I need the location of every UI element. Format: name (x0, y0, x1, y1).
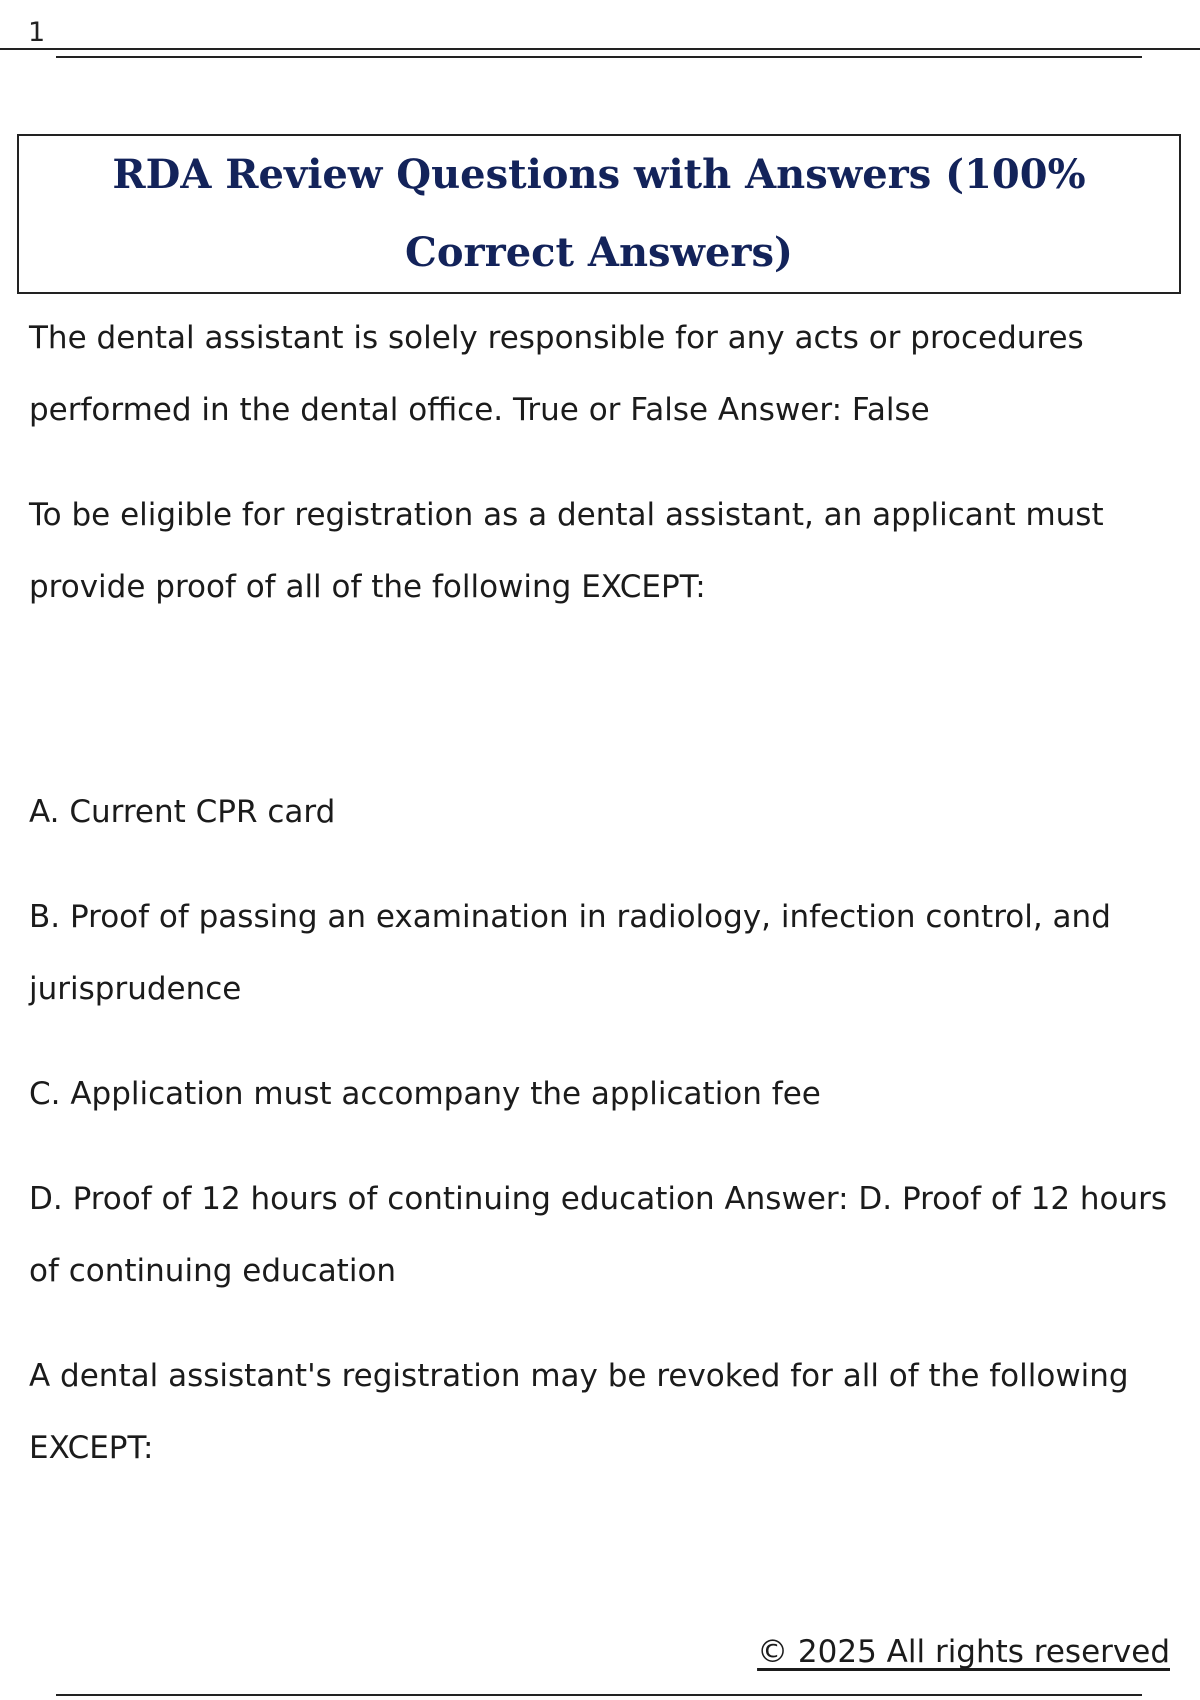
document-title: RDA Review Questions with Answers (100% Correct Answers) (112, 151, 1086, 276)
document-body (29, 302, 1179, 1517)
question-3: A dental assistant's registration may be revoked for all of the following EXCEPT: (29, 1358, 1129, 1466)
page-number: 1 (28, 17, 46, 48)
option-d-answer: D. Proof of 12 hours of continuing education Answer: D. Proof of 12 hours of continuing education (29, 1181, 1168, 1289)
title-box (17, 134, 1181, 294)
option-c: C. Application must accompany the application fee (29, 1076, 821, 1112)
question-2: To be eligible for registration as a dental assistant, an applicant must provide proof of all of the following EXCEPT: (29, 497, 1104, 605)
header-rule-secondary (56, 56, 1142, 58)
copyright-notice: © 2025 All rights reserved (757, 1634, 1170, 1670)
spacer (29, 656, 1179, 776)
option-b: B. Proof of passing an examination in radiology, infection control, and jurisprudence (29, 899, 1111, 1007)
question-1: The dental assistant is solely responsible for any acts or procedures performed in the dental office. True or False Answer: False (29, 320, 1084, 428)
option-a: A. Current CPR card (29, 794, 336, 830)
header-rule (0, 48, 1200, 50)
footer-rule (56, 1694, 1142, 1696)
